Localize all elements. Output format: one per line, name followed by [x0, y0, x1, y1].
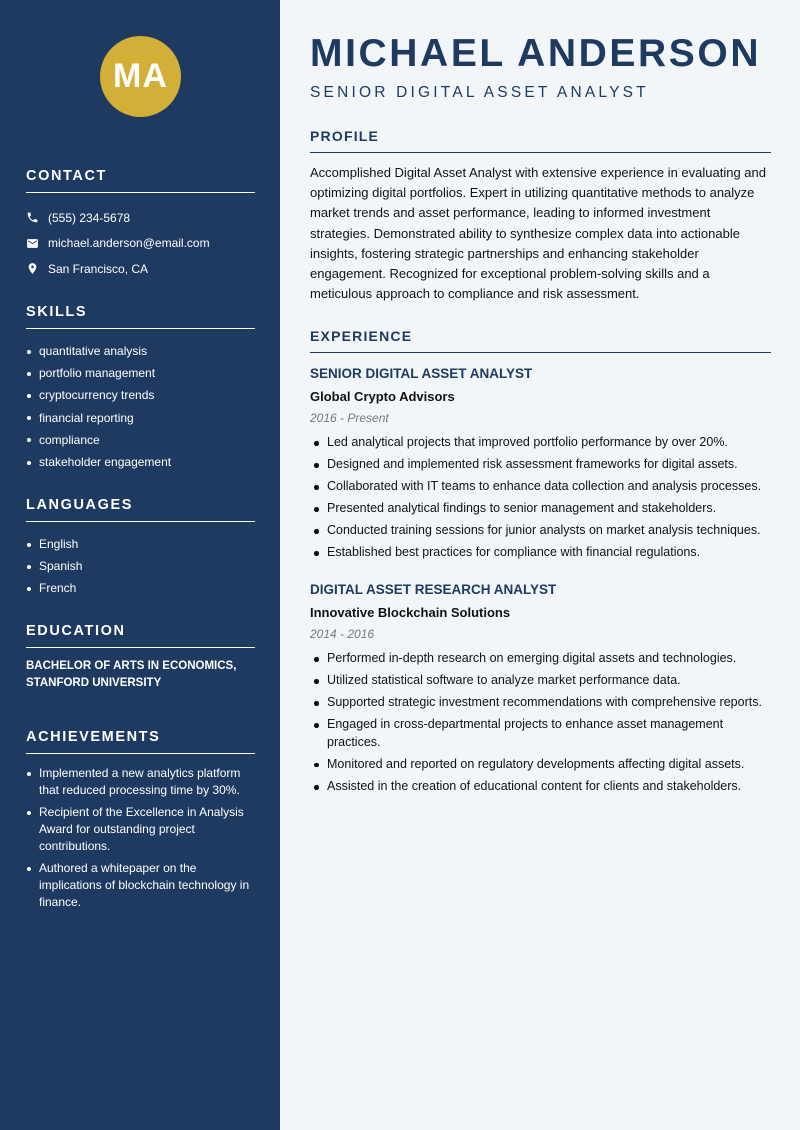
- language-item: French: [26, 577, 255, 599]
- email-text: michael.anderson@email.com: [48, 236, 210, 251]
- skills-section: [26, 304, 255, 473]
- job-bullets: [310, 434, 771, 562]
- achievement-item: Authored a whitepaper on the implications of blockchain technology in finance.: [26, 860, 255, 911]
- phone-icon: [26, 211, 39, 224]
- skill-item: quantitative analysis: [26, 340, 255, 362]
- language-item: English: [26, 533, 255, 555]
- achievements-section: [26, 729, 255, 916]
- job-dates: 2014 - 2016: [310, 627, 375, 641]
- job-company: Innovative Blockchain Solutions: [310, 605, 511, 620]
- job-bullet: Supported strategic investment recommendations with comprehensive reports.: [310, 694, 771, 712]
- job-entry: [310, 582, 771, 800]
- skill-item: portfolio management: [26, 362, 255, 384]
- job-bullets: [310, 650, 771, 796]
- job-bullet: Collaborated with IT teams to enhance data collection and analysis processes.: [310, 478, 771, 496]
- achievements-list: [26, 765, 255, 911]
- education-heading: EDUCATION: [26, 623, 255, 648]
- job-entry: [310, 366, 771, 567]
- candidate-title: SENIOR DIGITAL ASSET ANALYST: [310, 84, 649, 101]
- email-icon: [26, 237, 39, 250]
- skills-heading: SKILLS: [26, 304, 255, 329]
- contact-location: [26, 256, 255, 282]
- contact-section: [26, 168, 255, 282]
- achievement-item: Implemented a new analytics platform that reduced processing time by 30%.: [26, 765, 255, 799]
- avatar: MA: [100, 36, 181, 117]
- skill-item: stakeholder engagement: [26, 451, 255, 473]
- skill-item: compliance: [26, 429, 255, 451]
- education-degree: BACHELOR OF ARTS IN ECONOMICS, STANFORD UNIVERSITY: [26, 660, 237, 689]
- location-pin-icon: [26, 262, 39, 275]
- job-bullet: Monitored and reported on regulatory developments affecting digital assets.: [310, 756, 771, 774]
- job-title: SENIOR DIGITAL ASSET ANALYST: [310, 366, 533, 381]
- achievements-heading: ACHIEVEMENTS: [26, 729, 255, 754]
- contact-list: [26, 205, 255, 282]
- job-bullet: Engaged in cross-departmental projects to enhance asset management practices.: [310, 716, 771, 751]
- profile-heading: PROFILE: [310, 128, 771, 153]
- contact-email: [26, 231, 255, 257]
- profile-text: Accomplished Digital Asset Analyst with extensive experience in evaluating and optimizing digital portfolios. Expert in utilizing quantitative methods to analyze market trends and asset performance, leading to informed investment strategies. Demonstrated ability to synthesize complex data into actionable insights, fostering strategic partnerships and enhancing stakeholder engagement. Recognized for exceptional problem-solving skills and a meticulous approach to compliance and risk assessment.: [310, 165, 766, 302]
- job-bullet: Conducted training sessions for junior analysts on market analysis techniques.: [310, 522, 771, 540]
- location-text: San Francisco, CA: [48, 261, 149, 276]
- job-bullet: Presented analytical findings to senior management and stakeholders.: [310, 500, 771, 518]
- job-bullet: Performed in-depth research on emerging digital assets and technologies.: [310, 650, 771, 668]
- sidebar: [0, 0, 280, 1130]
- job-bullet: Led analytical projects that improved portfolio performance by over 20%.: [310, 434, 771, 452]
- skill-item: financial reporting: [26, 407, 255, 429]
- job-bullet: Established best practices for compliance with financial regulations.: [310, 544, 771, 562]
- languages-list: [26, 533, 255, 600]
- skill-item: cryptocurrency trends: [26, 384, 255, 406]
- experience-heading: EXPERIENCE: [310, 328, 771, 353]
- skills-list: [26, 340, 255, 473]
- language-item: Spanish: [26, 555, 255, 577]
- languages-heading: LANGUAGES: [26, 497, 255, 522]
- job-company: Global Crypto Advisors: [310, 389, 455, 404]
- job-title: DIGITAL ASSET RESEARCH ANALYST: [310, 582, 557, 597]
- languages-section: [26, 497, 255, 600]
- job-bullet: Assisted in the creation of educational content for clients and stakeholders.: [310, 778, 771, 796]
- job-bullet: Utilized statistical software to analyze market performance data.: [310, 672, 771, 690]
- job-dates: 2016 - Present: [310, 411, 389, 425]
- education-section: [26, 623, 255, 692]
- job-bullet: Designed and implemented risk assessment frameworks for digital assets.: [310, 456, 771, 474]
- contact-heading: CONTACT: [26, 168, 255, 193]
- candidate-name: MICHAEL ANDERSON: [310, 32, 762, 75]
- phone-text: (555) 234-5678: [48, 210, 131, 225]
- achievement-item: Recipient of the Excellence in Analysis Award for outstanding project contributions.: [26, 804, 255, 855]
- contact-phone: [26, 205, 255, 231]
